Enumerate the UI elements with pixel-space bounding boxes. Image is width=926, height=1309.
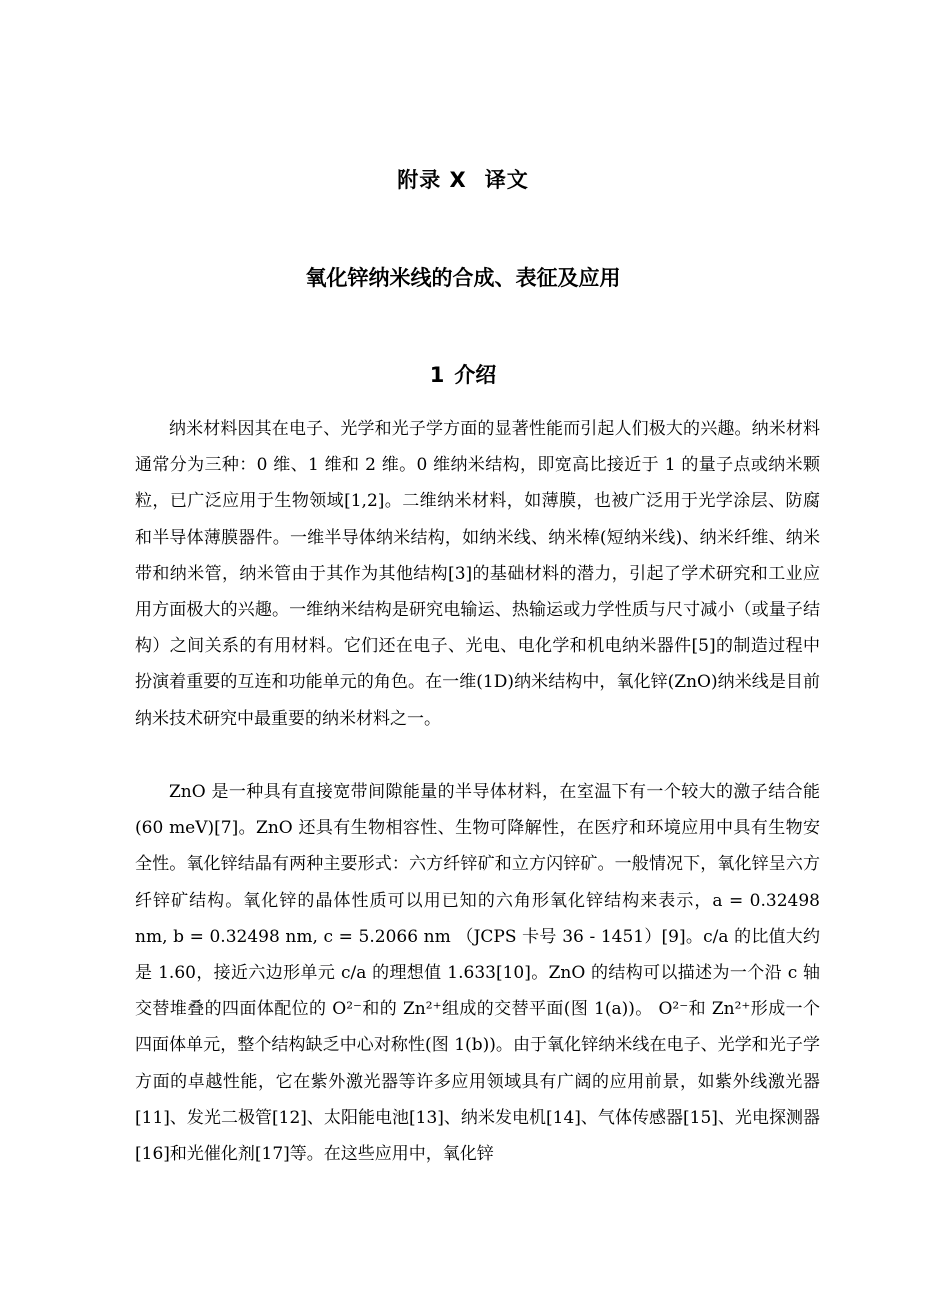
paragraph-1 — [135, 411, 820, 737]
appendix-heading — [0, 164, 926, 194]
paragraph-text: 纳米材料因其在电子、光学和光子学方面的显著性能而引起人们极大的兴趣。纳米材料通常分为三种：0 维、1 维和 2 维。0 维纳米结构，即宽高比接近于 1 的量子点或纳米颗粒，已广泛应用于生物领域[1,2]。二维纳米材料，如薄膜，也被广泛用于光学涂层、防腐和半导体薄膜器件。一维半导体纳米结构，如纳米线、纳米棒(短纳米线)、纳米纤维、纳米带和纳米管，纳米管由于其作为其他结构[3]的基础材料的潜力，引起了学术研究和工业应用方面极大的兴趣。一维纳米结构是研究电输运、热输运或力学性质与尺寸减小（或量子结构）之间关系的有用材料。它们还在电子、光电、电化学和机电纳米器件[5]的制造过程中扮演着重要的互连和功能单元的角色。在一维(1D)纳米结构中，氧化锌(ZnO)纳米线是目前纳米技术研究中最重要的纳米材料之一。 — [135, 419, 820, 729]
paragraph-text: ZnO 是一种具有直接宽带间隙能量的半导体材料，在室温下有一个较大的激子结合能(60 meV)[7]。ZnO 还具有生物相容性、生物可降解性，在医疗和环境应用中具有生物安全性。氧化锌结晶有两种主要形式：六方纤锌矿和立方闪锌矿。一般情况下，氧化锌呈六方纤锌矿结构。氧化锌的晶体性质可以用已知的六角形氧化锌结构来表示，a = 0.32498 nm, b = 0.32498 nm, c = 5.2066 nm （JCPS 卡号 36 - 1451）[9]。c/a 的比值大约是 1.60，接近六边形单元 c/a 的理想值 1.633[10]。ZnO 的结构可以描述为一个沿 c 轴交替堆叠的四面体配位的 O²⁻和的 Zn²⁺组成的交替平面(图 1(a))。 O²⁻和 Zn²⁺形成一个四面体单元，整个结构缺乏中心对称性(图 1(b))。由于氧化锌纳米线在电子、光学和光子学方面的卓越性能，它在紫外激光器等许多应用领域具有广阔的应用前景，如紫外线激光器[11]、发光二极管[12]、太阳能电池[13]、纳米发电机[14]、气体传感器[15]、光电探测器[16]和光催化剂[17]等。在这些应用中，氧化锌 — [135, 782, 820, 1165]
appendix-label: 附录 X — [397, 168, 467, 192]
paper-title: 氧化锌纳米线的合成、表征及应用 — [305, 266, 621, 290]
paragraph-2 — [135, 774, 820, 1172]
section-number: 1 — [429, 363, 445, 387]
section-heading — [0, 359, 926, 389]
appendix-title: 译文 — [484, 168, 529, 192]
section-title: 介绍 — [454, 363, 497, 387]
